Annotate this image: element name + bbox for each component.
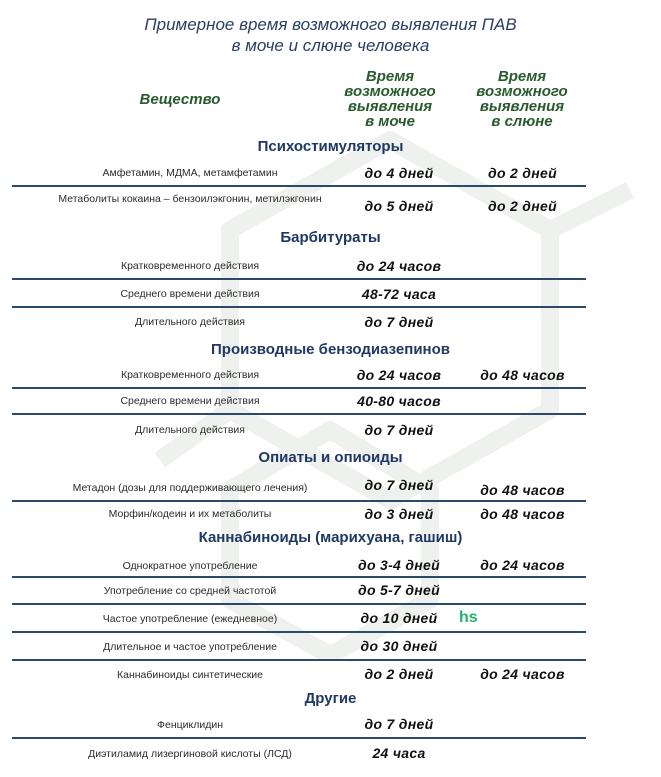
urine-time: до 7 дней	[364, 422, 434, 438]
section-title: Другие	[304, 690, 357, 707]
section-title: Опиаты и опиоиды	[258, 449, 403, 466]
row-divider	[12, 185, 586, 187]
urine-time: 40-80 часов	[357, 393, 441, 409]
row-divider	[12, 278, 586, 280]
urine-time: до 3 дней	[364, 506, 434, 522]
urine-time: до 2 дней	[364, 666, 434, 682]
saliva-time: до 24 часов	[480, 666, 565, 682]
urine-time: 48-72 часа	[361, 286, 437, 302]
substance-name: Длительного действия	[135, 424, 245, 436]
substance-name: Амфетамин, МДМА, метамфетамин	[102, 167, 278, 179]
substance-name: Длительное и частое употребление	[103, 641, 277, 653]
substance-name: Среднего времени действия	[120, 288, 260, 300]
header-substance: Вещество	[139, 91, 221, 108]
header-urine: Время возможного выявления в моче	[344, 68, 436, 130]
substance-name: Фенциклидин	[157, 719, 223, 731]
row-divider	[12, 603, 586, 605]
hs-logo: hs	[459, 609, 478, 626]
header-saliva: Время возможного выявления в слюне	[476, 68, 568, 130]
substance-name: Кратковременного действия	[120, 369, 260, 381]
saliva-time: до 48 часов	[480, 506, 565, 522]
substance-name: Метадон (дозы для поддерживающего лечения)	[72, 482, 308, 494]
row-divider	[12, 387, 586, 389]
urine-time: до 7 дней	[364, 716, 434, 732]
substance-name: Частое употребление (ежедневное)	[102, 613, 278, 625]
section-title: Каннабиноиды (марихуана, гашиш)	[198, 529, 463, 546]
row-divider	[12, 413, 586, 415]
saliva-time: до 48 часов	[480, 367, 565, 383]
urine-time: до 5-7 дней	[358, 582, 440, 598]
saliva-time: до 2 дней	[488, 165, 557, 181]
title-line-2: в моче и слюне человека	[231, 36, 430, 55]
urine-time: до 4 дней	[364, 165, 434, 181]
substance-name: Длительного действия	[135, 316, 245, 328]
row-divider	[12, 737, 586, 739]
urine-time: 24 часа	[372, 745, 426, 761]
substance-name: Среднего времени действия	[120, 395, 260, 407]
saliva-time: до 2 дней	[488, 198, 557, 214]
urine-time: до 7 дней	[364, 314, 434, 330]
section-title: Психостимуляторы	[257, 138, 404, 155]
urine-time: до 30 дней	[360, 638, 438, 654]
substance-name: Метаболиты кокаина – бензоилэкгонин, метилэкгонин	[58, 193, 322, 205]
urine-time: до 3-4 дней	[358, 557, 440, 573]
urine-time: до 10 дней	[360, 610, 438, 626]
substance-name: Диэтиламид лизергиновой кислоты (ЛСД)	[88, 748, 292, 760]
row-divider	[12, 576, 586, 578]
section-title: Производные бензодиазепинов	[211, 341, 450, 358]
row-divider	[12, 631, 586, 633]
urine-time: до 24 часов	[356, 258, 442, 274]
substance-name: Морфин/кодеин и их метаболиты	[108, 508, 272, 520]
row-divider	[12, 659, 586, 661]
urine-time: до 5 дней	[364, 198, 434, 214]
document-title	[0, 14, 661, 56]
urine-time: до 24 часов	[356, 367, 442, 383]
title-line-1: Примерное время возможного выявления ПАВ	[144, 15, 517, 34]
substance-name: Однократное употребление	[122, 560, 258, 572]
saliva-time: до 48 часов	[480, 482, 565, 498]
substance-name: Употребление со средней частотой	[103, 585, 277, 597]
row-divider	[12, 306, 586, 308]
section-title: Барбитураты	[280, 229, 381, 246]
substance-name: Кратковременного действия	[120, 260, 260, 272]
saliva-time: до 24 часов	[480, 557, 565, 573]
row-divider	[12, 500, 586, 502]
urine-time: до 7 дней	[364, 477, 434, 493]
substance-name: Каннабиноиды синтетические	[117, 669, 263, 681]
